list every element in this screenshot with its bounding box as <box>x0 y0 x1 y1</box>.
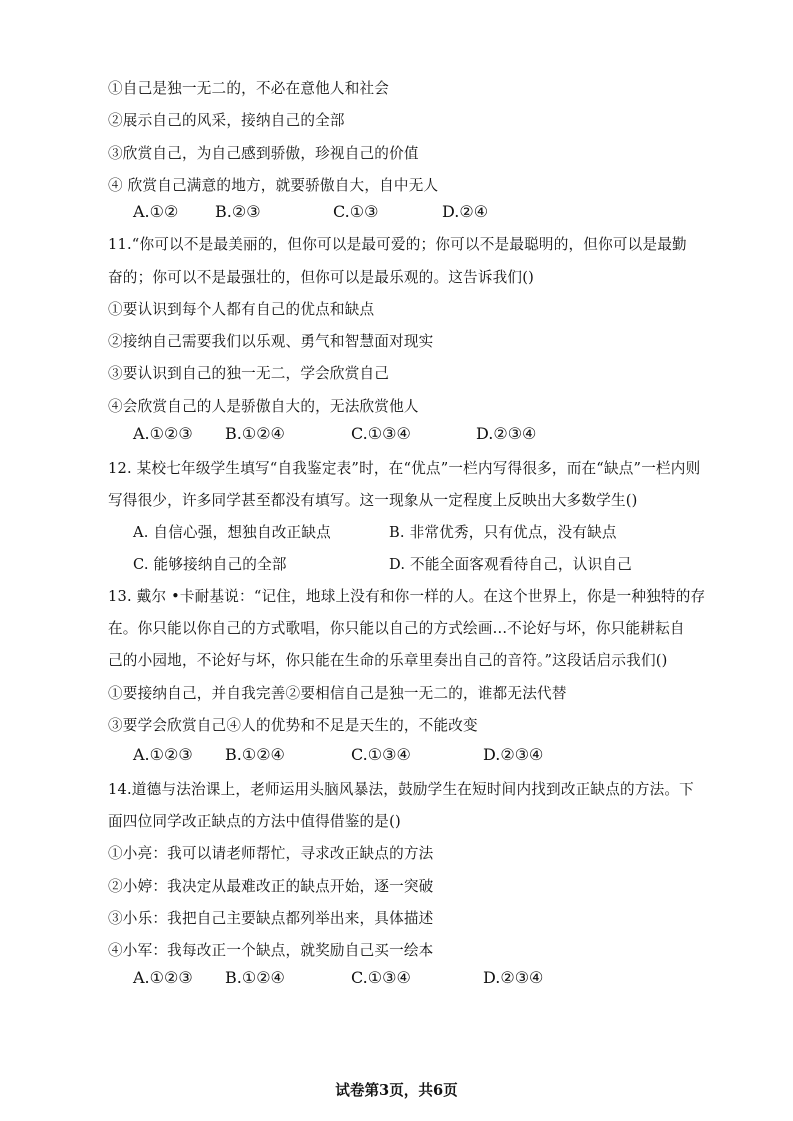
q11-item-1: ①要认识到每个人都有自己的优点和缺点 <box>108 301 375 318</box>
q14-item-2: ②小婷：我决定从最难改正的缺点开始，逐一突破 <box>108 878 434 895</box>
q10-option-b: B.②③ <box>215 202 261 221</box>
q10-item-2: ②展示自己的风采，接纳自己的全部 <box>108 112 345 129</box>
q12-stem-line-2: 写得很少，许多同学甚至都没有填写。这一现象从一定程度上反映出大多数学生() <box>108 492 638 509</box>
q11-stem-line-1: 11.“你可以不是最美丽的，但你可以是最可爱的；你可以不是最聪明的，但你可以是最勤 <box>108 236 687 253</box>
q10-item-4: ④ 欣赏自己满意的地方，就要骄傲自大，自中无人 <box>108 177 439 194</box>
q14-stem-line-1: 14.道德与法治课上，老师运用头脑风暴法，鼓励学生在短时间内找到改正缺点的方法。下 <box>108 781 694 798</box>
q10-item-3: ③欣赏自己，为自己感到骄傲，珍视自己的价值 <box>108 145 419 162</box>
q13-item-2: ③要学会欣赏自己④人的优势和不足是天生的，不能改变 <box>108 717 478 734</box>
q11-option-c: C.①③④ <box>351 424 411 443</box>
q14-option-b: B.①②④ <box>225 968 285 987</box>
q10-option-c: C.①③ <box>333 202 379 221</box>
q10-option-a: A.①② <box>133 202 179 221</box>
q11-item-2: ②接纳自己需要我们以乐观、勇气和智慧面对现实 <box>108 333 434 350</box>
page-footer: 试卷第3页，共6页 <box>335 1082 458 1099</box>
q11-item-4: ④会欣赏自己的人是骄傲自大的，无法欣赏他人 <box>108 398 419 415</box>
q14-option-c: C.①③④ <box>351 968 411 987</box>
q11-stem-line-2: 奋的；你可以不是最强壮的，但你可以是最乐观的。这告诉我们() <box>108 269 535 286</box>
q11-option-a: A.①②③ <box>133 424 193 443</box>
q10-item-1: ①自己是独一无二的，不必在意他人和社会 <box>108 80 390 97</box>
q14-options <box>133 967 693 989</box>
q11-option-b: B.①②④ <box>225 424 285 443</box>
q11-options <box>133 423 693 445</box>
q13-option-b: B.①②④ <box>225 745 285 764</box>
q13-stem-line-1: 13. 戴尔 •卡耐基说：“记住，地球上没有和你一样的人。在这个世界上，你是一种独特的存 <box>108 588 706 605</box>
q10-options <box>133 201 693 223</box>
q14-option-d: D.②③④ <box>483 968 544 987</box>
q14-item-3: ③小乐：我把自己主要缺点都列举出来，具体描述 <box>108 910 434 927</box>
q14-stem-line-2: 面四位同学改正缺点的方法中值得借鉴的是() <box>108 813 401 830</box>
q12-option-c: C. 能够接纳自己的全部 <box>133 556 287 573</box>
q13-stem-line-2: 在。你只能以你自己的方式歌唱，你只能以自己的方式绘画...不论好与坏，你只能耕耘自 <box>108 620 685 637</box>
q12-stem-line-1: 12. 某校七年级学生填写“自我鉴定表”时，在“优点”一栏内写得很多，而在“缺点”一栏内则 <box>108 460 701 477</box>
q13-option-c: C.①③④ <box>351 745 411 764</box>
q10-option-d: D.②④ <box>442 202 489 221</box>
q12-option-a: A. 自信心强，想独自改正缺点 <box>133 524 331 541</box>
q13-options <box>133 744 693 766</box>
q12-option-b: B. 非常优秀，只有优点，没有缺点 <box>389 524 617 541</box>
q13-item-1: ①要接纳自己，并自我完善②要相信自己是独一无二的，谁都无法代替 <box>108 685 567 702</box>
q14-item-1: ①小亮：我可以请老师帮忙，寻求改正缺点的方法 <box>108 845 434 862</box>
q13-option-a: A.①②③ <box>133 745 193 764</box>
q13-stem-line-3: 己的小园地，不论好与坏，你只能在生命的乐章里奏出自己的音符。”这段话启示我们() <box>108 652 668 669</box>
q14-option-a: A.①②③ <box>133 968 193 987</box>
q14-item-4: ④小军：我每改正一个缺点，就奖励自己买一绘本 <box>108 942 434 959</box>
q12-option-d: D. 不能全面客观看待自己，认识自己 <box>389 556 632 573</box>
q13-option-d: D.②③④ <box>483 745 544 764</box>
q11-item-3: ③要认识到自己的独一无二，学会欣赏自己 <box>108 365 390 382</box>
q11-option-d: D.②③④ <box>476 424 537 443</box>
